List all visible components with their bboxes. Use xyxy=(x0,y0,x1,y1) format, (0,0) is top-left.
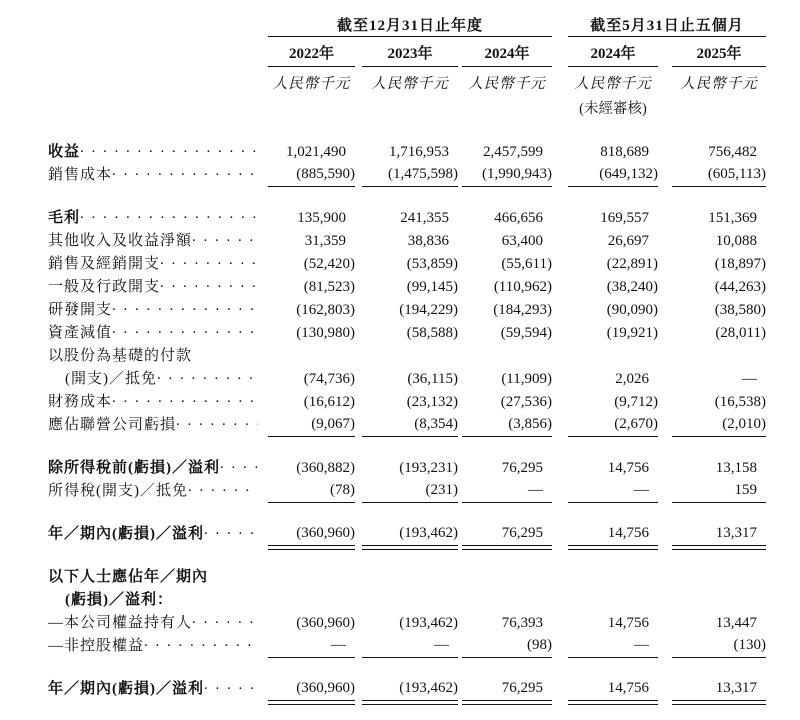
period-group-annual-title: 截至12月31日止年度 xyxy=(268,14,552,37)
column-header-year: 2024年 xyxy=(462,42,552,67)
cell-value: 13,447 xyxy=(715,615,757,631)
cell-value: 2,026 xyxy=(615,371,649,387)
cell-value: 76,295 xyxy=(462,525,552,546)
row-label: 年／期內(虧損)／溢利 . . . xyxy=(48,522,268,546)
row-label: 銷售成本 . . . xyxy=(48,163,268,187)
cell-value: (58,588) xyxy=(406,325,458,341)
cell-value: 76,295 xyxy=(462,680,552,701)
cell-value: 466,656 xyxy=(494,210,543,226)
cell-value: (110,962) xyxy=(493,279,552,295)
cell-value: (162,803) xyxy=(296,302,355,318)
cell-value: (193,231) xyxy=(399,460,458,476)
cell-value: (184,293) xyxy=(493,302,552,318)
dot-leader xyxy=(80,206,258,227)
cell-value: (11,909) xyxy=(501,371,552,387)
cell-value: — xyxy=(742,371,757,387)
row-label: (開支)／抵免 . . . xyxy=(48,367,268,391)
cell-value: (55,611) xyxy=(501,256,552,272)
dot-leader xyxy=(160,275,258,296)
dot-leader xyxy=(157,367,258,388)
cell-value: (193,462) xyxy=(399,615,458,631)
table-row xyxy=(48,276,766,299)
dot-leader xyxy=(188,479,258,500)
row-label: 應佔聯營公司虧損 . . . xyxy=(48,413,268,437)
row-label: —非控股權益 . . . xyxy=(48,634,268,658)
cell-value: 2,457,599 xyxy=(483,144,543,160)
dot-leader xyxy=(204,522,258,543)
cell-value: (1,990,943) xyxy=(462,166,552,187)
row-label: 其他收入及收益淨額 . . . xyxy=(48,229,268,253)
column-unit-label: 人民幣千元 xyxy=(574,76,652,92)
cell-value: (16,538) xyxy=(714,394,766,410)
table-row xyxy=(48,523,766,546)
cell-value: (231) xyxy=(362,482,458,503)
cell-value: 13,317 xyxy=(672,525,766,546)
cell-value: (1,475,598) xyxy=(362,166,458,187)
cell-value: 38,836 xyxy=(407,233,449,249)
table-row xyxy=(48,322,766,345)
column-header-year: 2024年 xyxy=(568,42,658,67)
cell-value: (36,115) xyxy=(407,371,458,387)
cell-value: (99,145) xyxy=(406,279,458,295)
cell-value: (360,882) xyxy=(296,460,355,476)
table-header-units xyxy=(48,72,766,93)
row-label: 研發開支 . . . xyxy=(48,298,268,322)
table-row xyxy=(48,207,766,230)
cell-value: (18,897) xyxy=(714,256,766,272)
cell-value: (130,980) xyxy=(296,325,355,341)
column-header-year: 2023年 xyxy=(362,42,458,67)
cell-value: (52,420) xyxy=(303,256,355,272)
row-label: 以下人士應佔年／期內 xyxy=(48,569,209,585)
table-row xyxy=(48,141,766,164)
cell-value: (16,612) xyxy=(303,394,355,410)
column-unit-label: 人民幣千元 xyxy=(371,76,449,92)
cell-value: (360,960) xyxy=(296,615,355,631)
table-row xyxy=(48,678,766,701)
cell-value: (23,132) xyxy=(406,394,458,410)
table-row xyxy=(48,480,766,503)
cell-value: (360,960) xyxy=(268,525,355,546)
table-row xyxy=(48,566,766,589)
cell-value: 14,756 xyxy=(568,525,658,546)
cell-value: 26,697 xyxy=(607,233,649,249)
row-label: 一般及行政開支 . . . xyxy=(48,275,268,299)
column-unit-label: 人民幣千元 xyxy=(272,76,351,92)
cell-value: 76,295 xyxy=(501,460,543,476)
cell-value: — xyxy=(568,637,658,658)
row-label: 以股份為基礎的付款 xyxy=(48,348,193,364)
table-body xyxy=(48,141,766,701)
cell-value: 135,900 xyxy=(297,210,346,226)
cell-value: 13,317 xyxy=(672,680,766,701)
row-label: 資產減值 . . . xyxy=(48,321,268,345)
table-row xyxy=(48,253,766,276)
table-row xyxy=(48,414,766,437)
cell-value: (9,067) xyxy=(268,416,355,437)
table-row xyxy=(48,589,766,612)
cell-value: (130) xyxy=(672,637,766,658)
cell-value: — xyxy=(362,637,458,658)
table-row xyxy=(48,457,766,480)
table-row xyxy=(48,612,766,635)
table-row xyxy=(48,368,766,391)
cell-value: 31,359 xyxy=(304,233,346,249)
table-row xyxy=(48,345,766,368)
cell-value: (9,712) xyxy=(614,394,658,410)
row-label: 財務成本 . . . xyxy=(48,390,268,414)
cell-value: (90,090) xyxy=(606,302,658,318)
dot-leader xyxy=(112,321,258,342)
column-header-year: 2022年 xyxy=(268,42,355,67)
row-label: 毛利 . . . xyxy=(48,206,268,230)
row-label: (虧損)／溢利： xyxy=(65,592,173,608)
dot-leader xyxy=(80,140,258,161)
cell-value: 14,756 xyxy=(607,460,649,476)
cell-value: (98) xyxy=(462,637,552,658)
cell-value: (74,736) xyxy=(303,371,355,387)
column-unit-label: 人民幣千元 xyxy=(680,76,758,92)
cell-value: (44,263) xyxy=(714,279,766,295)
dot-leader xyxy=(160,252,258,273)
dot-leader xyxy=(112,298,258,319)
row-label: 所得稅(開支)／抵免 . . . xyxy=(48,479,268,503)
cell-value: (2,670) xyxy=(568,416,658,437)
cell-value: 13,158 xyxy=(715,460,757,476)
dot-leader xyxy=(176,413,258,434)
period-group-five-months-title: 截至5月31日止五個月 xyxy=(568,14,766,37)
dot-leader xyxy=(192,229,258,250)
cell-value: (28,011) xyxy=(715,325,766,341)
table-header-period-groups xyxy=(48,14,766,37)
row-label: 收益 . . . xyxy=(48,140,268,164)
dot-leader xyxy=(112,390,258,411)
dot-leader xyxy=(204,677,258,698)
cell-value: (59,594) xyxy=(500,325,552,341)
table-row xyxy=(48,391,766,414)
dot-leader xyxy=(192,611,258,632)
dot-leader xyxy=(220,456,258,477)
cell-value: 1,021,490 xyxy=(286,144,346,160)
cell-value: (193,462) xyxy=(362,525,458,546)
cell-value: 10,088 xyxy=(715,233,757,249)
row-label: 除所得稅前(虧損)／溢利 . . . xyxy=(48,456,268,480)
cell-value: (27,536) xyxy=(500,394,552,410)
cell-value: 159 xyxy=(672,482,766,503)
table-row xyxy=(48,635,766,658)
cell-value: (19,921) xyxy=(606,325,658,341)
cell-value: 169,557 xyxy=(600,210,649,226)
cell-value: (53,859) xyxy=(406,256,458,272)
table-row xyxy=(48,164,766,187)
cell-value: (78) xyxy=(268,482,355,503)
cell-value: (649,132) xyxy=(568,166,658,187)
cell-value: (3,856) xyxy=(462,416,552,437)
cell-value: (360,960) xyxy=(268,680,355,701)
dot-leader xyxy=(144,634,258,655)
table-row xyxy=(48,299,766,322)
cell-value: (8,354) xyxy=(362,416,458,437)
cell-value: 76,393 xyxy=(501,615,543,631)
cell-value: — xyxy=(568,482,658,503)
cell-value: 63,400 xyxy=(501,233,543,249)
column-unit-label: 人民幣千元 xyxy=(468,76,546,92)
cell-value: (22,891) xyxy=(606,256,658,272)
column-header-year: 2025年 xyxy=(672,42,766,67)
row-label: 銷售及經銷開支 . . . xyxy=(48,252,268,276)
cell-value: — xyxy=(268,637,355,658)
unaudited-note: (未經審核) xyxy=(579,101,647,117)
cell-value: 14,756 xyxy=(568,680,658,701)
cell-value: (193,462) xyxy=(362,680,458,701)
cell-value: (605,113) xyxy=(672,166,766,187)
cell-value: (194,229) xyxy=(399,302,458,318)
table-row xyxy=(48,230,766,253)
cell-value: (885,590) xyxy=(268,166,355,187)
cell-value: (38,240) xyxy=(606,279,658,295)
cell-value: 241,355 xyxy=(400,210,449,226)
cell-value: 14,756 xyxy=(607,615,649,631)
cell-value: 151,369 xyxy=(708,210,757,226)
table-header-notes xyxy=(48,97,766,117)
dot-leader xyxy=(112,163,258,184)
cell-value: (2,010) xyxy=(672,416,766,437)
row-label: 年／期內(虧損)／溢利 . . . xyxy=(48,677,268,701)
row-label: —本公司權益持有人 . . . xyxy=(48,611,268,635)
table-header-years xyxy=(48,42,766,67)
cell-value: — xyxy=(462,482,552,503)
cell-value: (81,523) xyxy=(303,279,355,295)
cell-value: 1,716,953 xyxy=(389,144,449,160)
cell-value: 818,689 xyxy=(600,144,649,160)
cell-value: (38,580) xyxy=(714,302,766,318)
cell-value: 756,482 xyxy=(708,144,757,160)
